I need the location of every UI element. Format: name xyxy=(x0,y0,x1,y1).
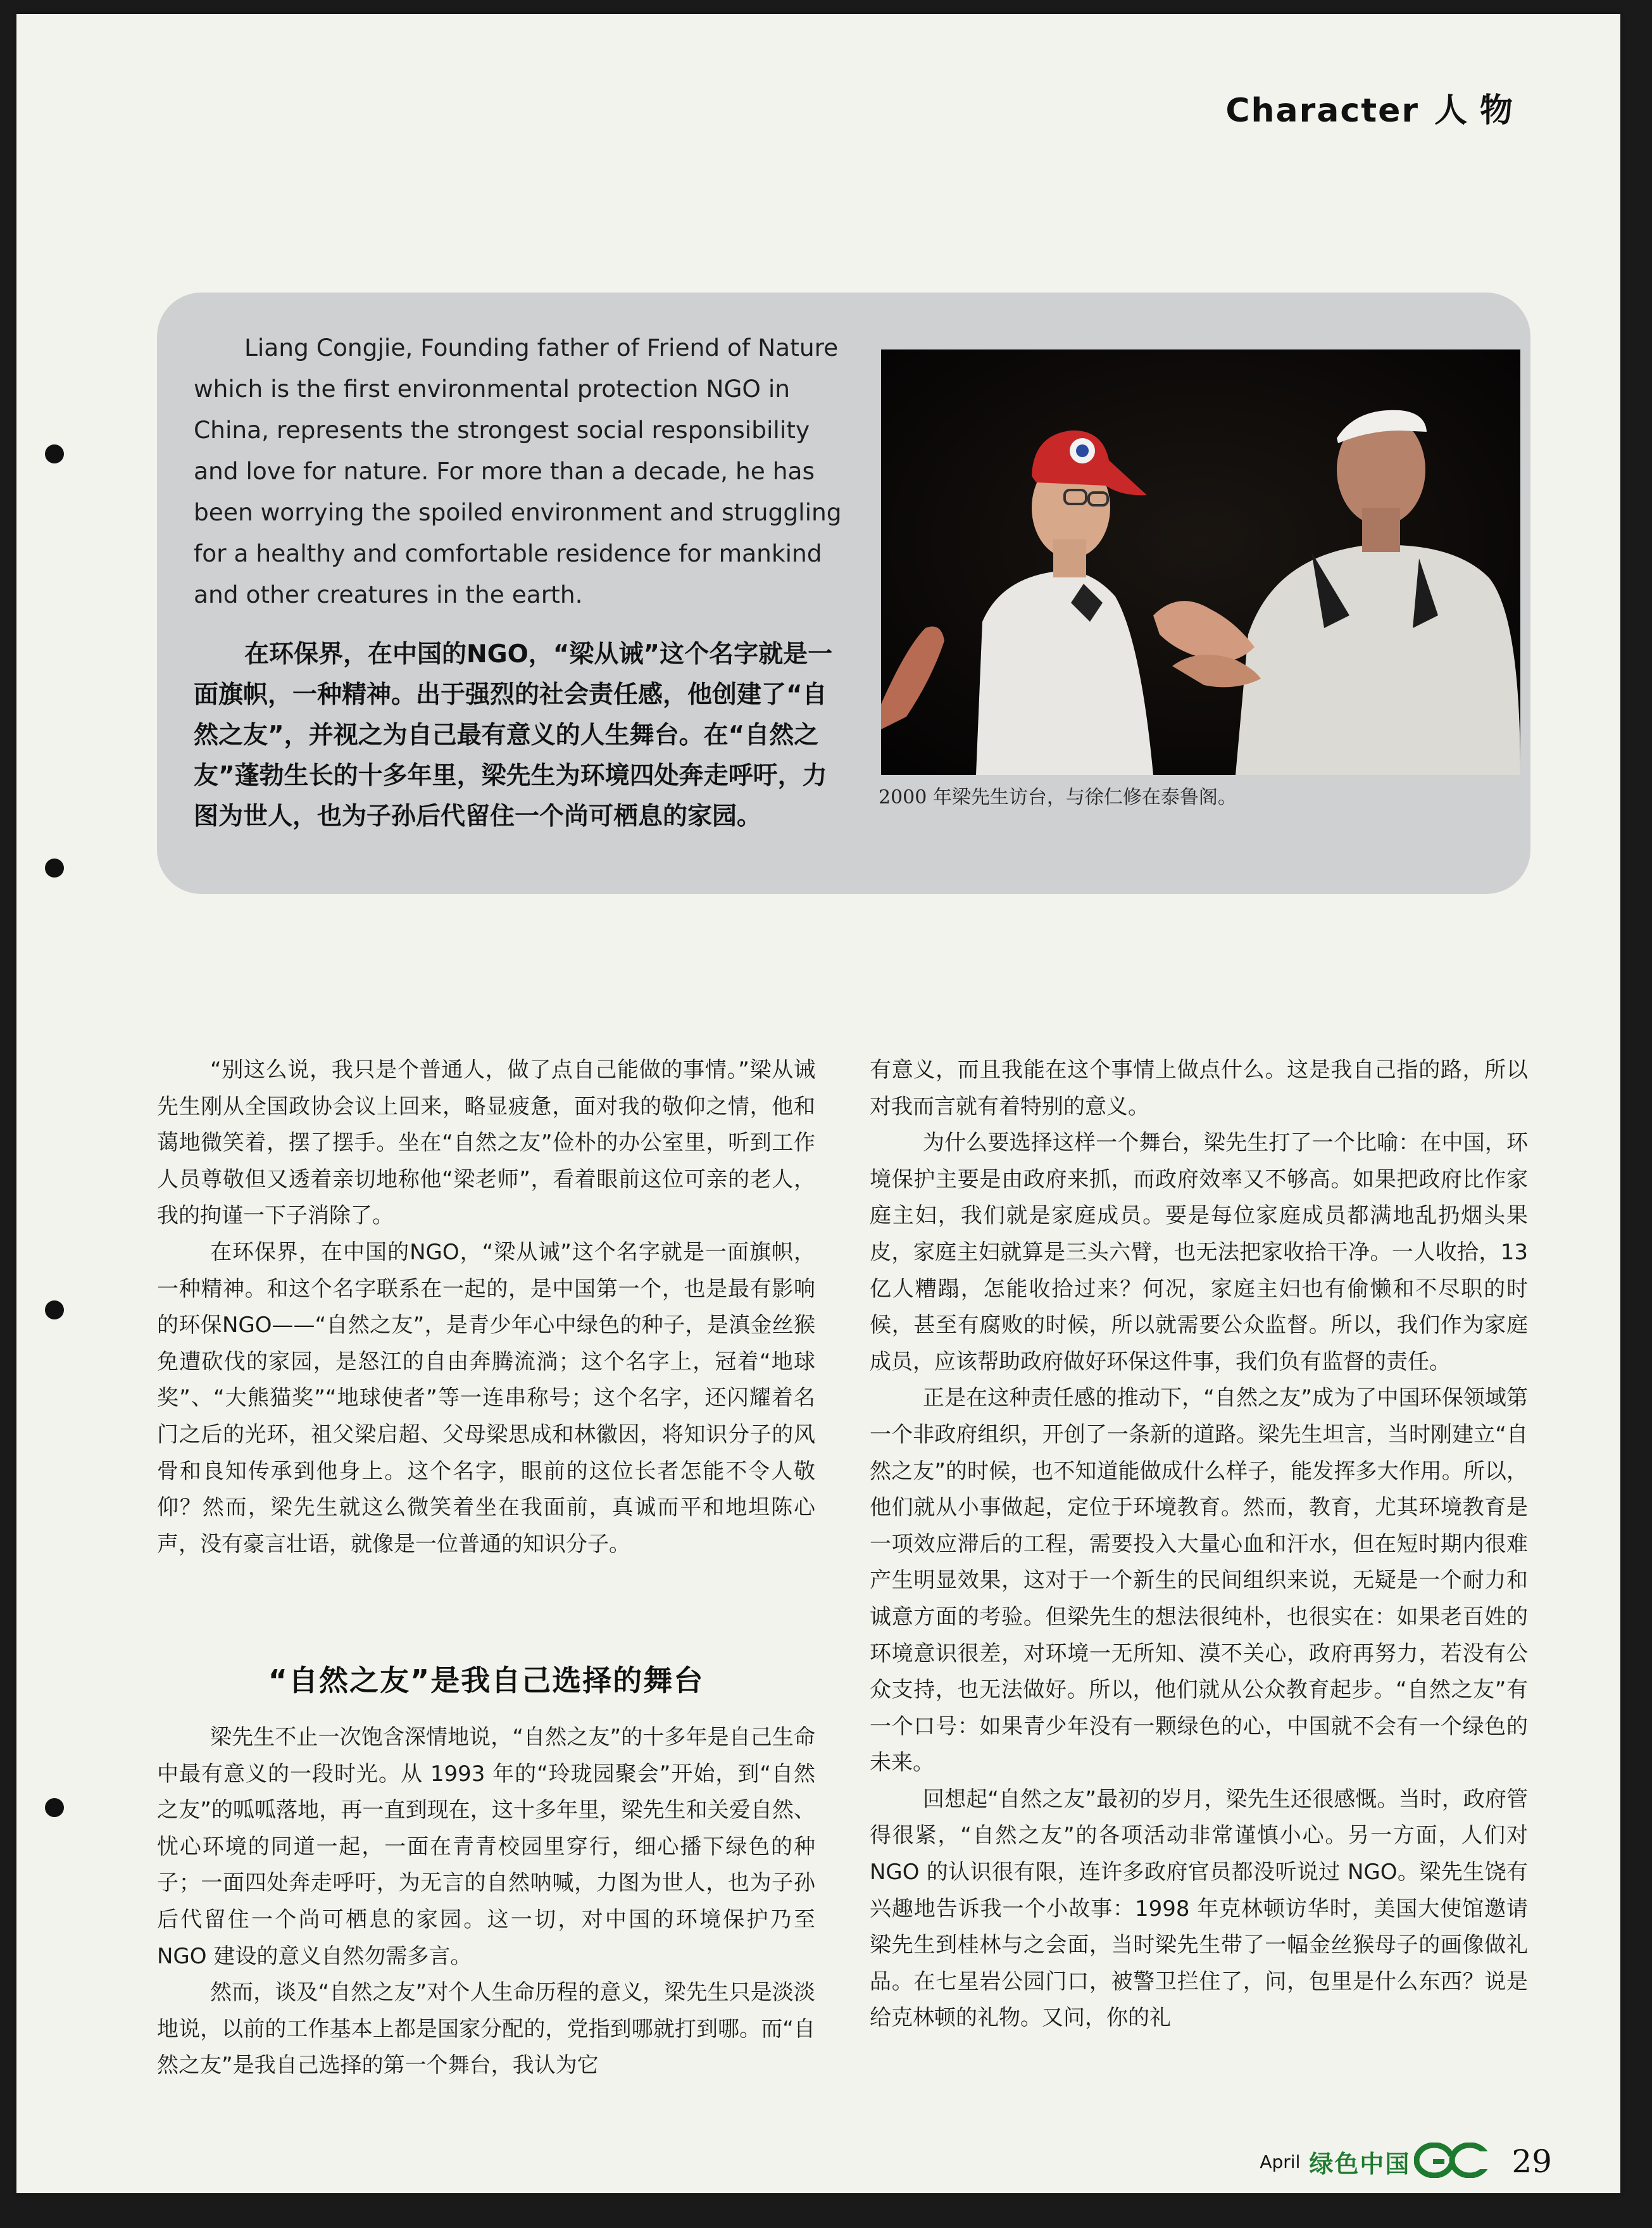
article-paragraph: 有意义，而且我能在这个事情上做点什么。这是我自己指的路，所以对我而言就有着特别的意义。 xyxy=(870,1057,1528,1119)
article-paragraph: 为什么要选择这样一个舞台，梁先生打了一个比喻：在中国，环境保护主要是由政府来抓，而政府效率又不够高。如果把政府比作家庭主妇，我们就是家庭成员。要是每位家庭成员都满地乱扔烟头果皮，家庭主妇就算是三头六臂，也无法把家收拾干净。一人收拾，13 亿人糟蹋，怎能收拾过来？何况，家庭主妇也有偷懒和不尽职的时候，甚至有腐败的时候，所以就需要公众监督。所以，我们作为家庭成员，应该帮助政府做好环保这件事，我们负有监督的责任。 xyxy=(870,1130,1528,1375)
page-number: 29 xyxy=(1511,2143,1552,2180)
article-paragraph: 在环保界，在中国的NGO，“梁从诫”这个名字就是一面旗帜，一种精神。和这个名字联系在一起的，是中国第一个，也是最有影响的环保NGO——“自然之友”，是青少年心中绿色的种子，是滇金丝猴免遭砍伐的家园，是怒江的自由奔腾流淌；这个名字上，冠着“地球奖”、“大熊猫奖”“地球使者”等一连串称号；这个名字，还闪耀着名门之后的光环，祖父梁启超、父母梁思成和林徽因，将知识分子的风骨和良知传承到他身上。这个名字，眼前的这位长者怎能不令人敬仰？然而，梁先生就这么微笑着坐在我面前，真诚而平和地坦陈心声，没有豪言壮语，就像是一位普通的知识分子。 xyxy=(157,1239,815,1557)
photo-illustration xyxy=(881,349,1520,775)
intro-english-text: Liang Congjie, Founding father of Friend of Nature which is the first environmental protection NGO in China, represents the strongest social responsibility and love for nature. For more than a decade, he has been worrying the spoiled environment and struggling for a healthy and comfortable residence for mankind and other creatures in the earth. xyxy=(194,334,842,608)
article-column-left-top xyxy=(157,1052,815,1563)
binder-hole xyxy=(45,1798,64,1817)
intro-box xyxy=(157,293,1530,894)
page-footer xyxy=(1260,2143,1552,2181)
magazine-name: 绿色中国 xyxy=(1309,2149,1411,2178)
magazine-logo-icon xyxy=(1414,2143,1490,2181)
article-column-left-bottom xyxy=(157,1720,815,2084)
article-column-right xyxy=(870,1052,1528,2037)
magazine-page xyxy=(16,14,1620,2193)
photo-caption: 2000 年梁先生访台，与徐仁修在泰鲁阁。 xyxy=(879,786,1237,809)
footer-month: April xyxy=(1260,2151,1301,2172)
article-paragraph: “别这么说，我只是个普通人，做了点自己能做的事情。”梁从诫先生刚从全国政协会议上回来，略显疲惫，面对我的敬仰之情，他和蔼地微笑着，摆了摆手。坐在“自然之友”俭朴的办公室里，听到工作人员尊敬但又透着亲切地称他“梁老师”，看着眼前这位可亲的老人，我的拘谨一下子消除了。 xyxy=(157,1057,815,1229)
binder-hole xyxy=(45,1300,64,1319)
article-paragraph: 回想起“自然之友”最初的岁月，梁先生还很感慨。当时，政府管得很紧，“自然之友”的各项活动非常谨慎小心。另一方面，人们对 NGO 的认识很有限，连许多政府官员都没听说过 NGO。梁先生饶有兴趣地告诉我一个小故事：1998 年克林顿访华时，美国大使馆邀请梁先生到桂林与之会面，当时梁先生带了一幅金丝猴母子的画像做礼品。在七星岩公园门口，被警卫拦住了，问，包里是什么东西？说是给克林顿的礼物。又问，你的礼 xyxy=(870,1786,1528,2031)
photo-liang-and-xu xyxy=(881,349,1520,775)
article-paragraph: 正是在这种责任感的推动下，“自然之友”成为了中国环保领域第一个非政府组织，开创了一条新的道路。梁先生坦言，当时刚建立“自然之友”的时候，也不知道能做成什么样子，能发挥多大作用。所以，他们就从小事做起，定位于环境教育。然而，教育，尤其环境教育是一项效应滞后的工程，需要投入大量心血和汗水，但在短时期内很难产生明显效果，这对于一个新生的民间组织来说，无疑是一个耐力和诚意方面的考验。但梁先生的想法很纯朴，也很实在：如果老百姓的环境意识很差，对环境一无所知、漠不关心，政府再努力，若没有公众支持，也无法做好。所以，他们就从公众教育起步。“自然之友”有一个口号：如果青少年没有一颗绿色的心，中国就不会有一个绿色的未来。 xyxy=(870,1385,1528,1776)
article-paragraph: 然而，谈及“自然之友”对个人生命历程的意义，梁先生只是淡淡地说，以前的工作基本上都是国家分配的，党指到哪就打到哪。而“自然之友”是我自己选择的第一个舞台，我认为它 xyxy=(157,1980,815,2079)
section-header xyxy=(1225,84,1525,131)
binder-hole xyxy=(45,444,64,463)
article-paragraph: 梁先生不止一次饱含深情地说，“自然之友”的十多年是自己生命中最有意义的一段时光。从 1993 年的“玲珑园聚会”开始，到“自然之友”的呱呱落地，再一直到现在，这十多年里，梁先生和关爱自然、忧心环境的同道一起，一面在青青校园里穿行，细心播下绿色的种子；一面四处奔走呼吁，为无言的自然呐喊，力图为世人，也为子孙后代留住一个尚可栖息的家园。这一切，对中国的环境保护乃至 NGO 建设的意义自然勿需多言。 xyxy=(157,1725,815,1969)
section-title: “自然之友”是我自己选择的舞台 xyxy=(268,1663,704,1697)
section-header-zh: 人物 xyxy=(1434,92,1525,130)
intro-chinese-text: 在环保界，在中国的NGO，“梁从诫”这个名字就是一面旗帜，一种精神。出于强烈的社会责任感，他创建了“自然之友”，并视之为自己最有意义的人生舞台。在“自然之友”蓬勃生长的十多年里，梁先生为环境四处奔走呼吁，力图为世人，也为子孙后代留住一个尚可栖息的家园。 xyxy=(194,640,833,831)
binder-hole xyxy=(45,859,64,878)
section-header-en: Character xyxy=(1225,92,1419,130)
